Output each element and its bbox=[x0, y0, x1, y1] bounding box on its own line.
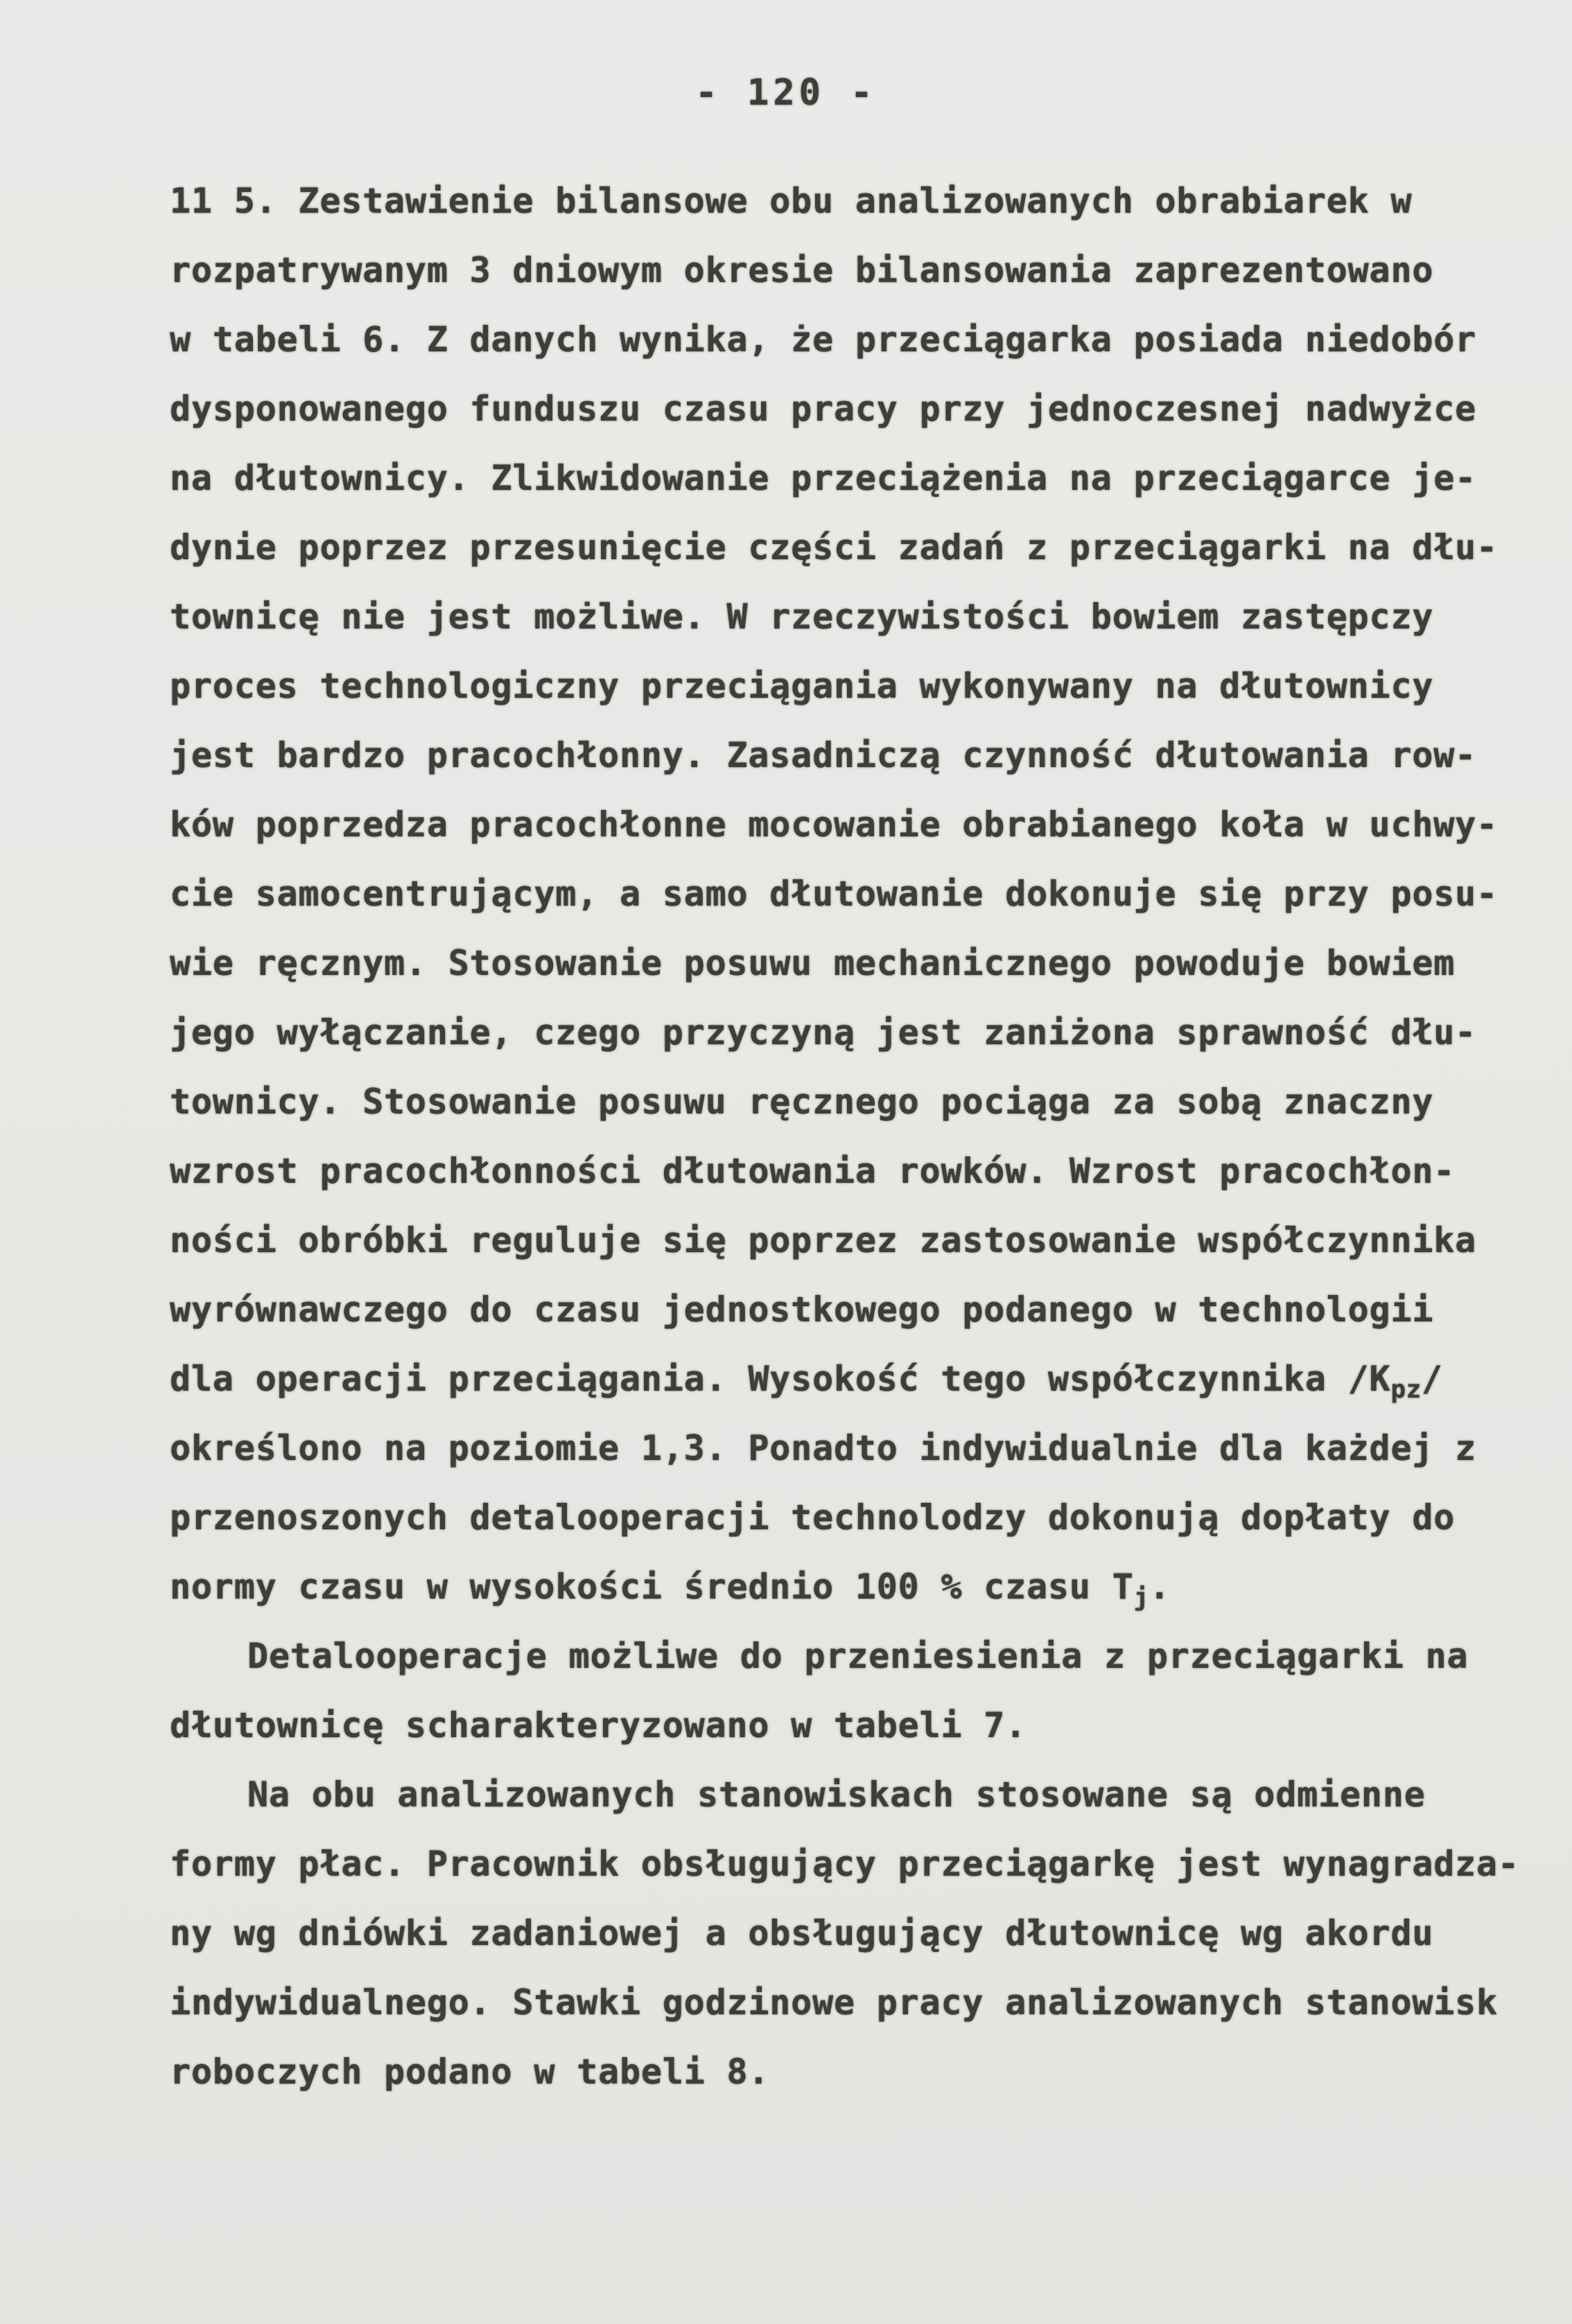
line-text: / bbox=[1421, 1359, 1443, 1399]
text-line bbox=[170, 1344, 1510, 1414]
text-line bbox=[170, 1067, 1510, 1136]
line-text: dłutownicę scharakteryzowano w tabeli 7. bbox=[170, 1705, 1027, 1745]
text-line bbox=[170, 374, 1510, 443]
page-number: - 120 - bbox=[695, 72, 877, 114]
line-text: cie samocentrującym, a samo dłutowanie dokonuje się przy posu- bbox=[170, 874, 1498, 914]
line-text: dynie poprzez przesunięcie części zadań z przeciągarki na dłu- bbox=[170, 527, 1498, 567]
text-line bbox=[170, 1899, 1510, 1968]
line-text: ności obróbki reguluje się poprzez zastosowanie współczynnika bbox=[170, 1220, 1477, 1260]
text-line bbox=[170, 651, 1510, 721]
line-text: proces technologiczny przeciągania wykonywany na dłutownicy bbox=[170, 666, 1434, 706]
line-text: formy płac. Pracownik obsługujący przeciągarkę jest wynagradza- bbox=[170, 1844, 1519, 1884]
text-line bbox=[170, 166, 1510, 236]
text-line bbox=[170, 236, 1510, 305]
line-text: dla operacji przeciągania. Wysokość tego współczynnika /K bbox=[170, 1359, 1391, 1399]
line-text: 11 5. Zestawienie bilansowe obu analizowanych obrabiarek w bbox=[170, 181, 1413, 221]
line-text: Detalooperacje możliwe do przeniesienia z przeciągarki na bbox=[247, 1636, 1469, 1676]
line-text: townicę nie jest możliwe. W rzeczywistości bowiem zastępczy bbox=[170, 597, 1434, 637]
text-line bbox=[170, 1206, 1510, 1275]
text-body bbox=[170, 166, 1519, 2106]
line-text: wyrównawczego do czasu jednostkowego podanego w technologii bbox=[170, 1289, 1434, 1330]
text-line bbox=[170, 1275, 1510, 1344]
line-text: jego wyłączanie, czego przyczyną jest zaniżona sprawność dłu- bbox=[170, 1012, 1477, 1053]
text-line bbox=[170, 1760, 1510, 1829]
text-line bbox=[170, 790, 1510, 859]
subscript-text: j bbox=[1133, 1583, 1149, 1612]
line-text: roboczych podano w tabeli 8. bbox=[170, 2052, 770, 2092]
text-line bbox=[170, 1829, 1519, 1899]
line-text: przenoszonych detalooperacji technolodzy dokonują dopłaty do bbox=[170, 1497, 1456, 1538]
line-text: dysponowanego funduszu czasu pracy przy jednoczesnej nadwyżce bbox=[170, 389, 1477, 429]
line-text: normy czasu w wysokości średnio 100 % czasu T bbox=[170, 1567, 1134, 1607]
text-line bbox=[170, 1552, 1510, 1621]
text-line bbox=[170, 2037, 1510, 2106]
line-text: jest bardzo pracochłonny. Zasadniczą czynność dłutowania row- bbox=[170, 735, 1477, 775]
line-text: ny wg dniówki zadaniowej a obsługujący dłutownicę wg akordu bbox=[170, 1913, 1434, 1953]
text-line bbox=[170, 1691, 1510, 1760]
text-line bbox=[170, 1621, 1510, 1691]
text-line bbox=[170, 859, 1510, 928]
line-text: określono na poziomie 1,3. Ponadto indywidualnie dla każdej z bbox=[170, 1428, 1477, 1468]
text-line bbox=[170, 1136, 1510, 1206]
text-line bbox=[170, 582, 1510, 651]
line-text: indywidualnego. Stawki godzinowe pracy analizowanych stanowisk bbox=[170, 1982, 1498, 2023]
text-line bbox=[170, 1414, 1510, 1483]
text-line bbox=[170, 305, 1510, 374]
text-line bbox=[170, 1968, 1510, 2037]
text-line bbox=[170, 998, 1510, 1067]
line-text: wie ręcznym. Stosowanie posuwu mechanicznego powoduje bowiem bbox=[170, 943, 1456, 983]
text-line bbox=[170, 513, 1510, 582]
line-text: townicy. Stosowanie posuwu ręcznego pociąga za sobą znaczny bbox=[170, 1082, 1434, 1122]
line-text: ków poprzedza pracochłonne mocowanie obrabianego koła w uchwy- bbox=[170, 804, 1498, 845]
line-text: . bbox=[1149, 1567, 1171, 1607]
line-text: w tabeli 6. Z danych wynika, że przeciągarka posiada niedobór bbox=[170, 319, 1477, 360]
line-text: na dłutownicy. Zlikwidowanie przeciążenia na przeciągarce je- bbox=[170, 458, 1477, 498]
subscript-text: pz bbox=[1390, 1375, 1422, 1405]
line-text: rozpatrywanym 3 dniowym okresie bilansowania zaprezentowano bbox=[170, 250, 1434, 290]
text-line bbox=[170, 928, 1510, 998]
line-text: wzrost pracochłonności dłutowania rowków. Wzrost pracochłon- bbox=[170, 1151, 1456, 1191]
text-line bbox=[170, 721, 1510, 790]
line-text: Na obu analizowanych stanowiskach stosowane są odmienne bbox=[247, 1775, 1426, 1815]
text-line bbox=[170, 443, 1510, 513]
text-line bbox=[170, 1483, 1510, 1552]
